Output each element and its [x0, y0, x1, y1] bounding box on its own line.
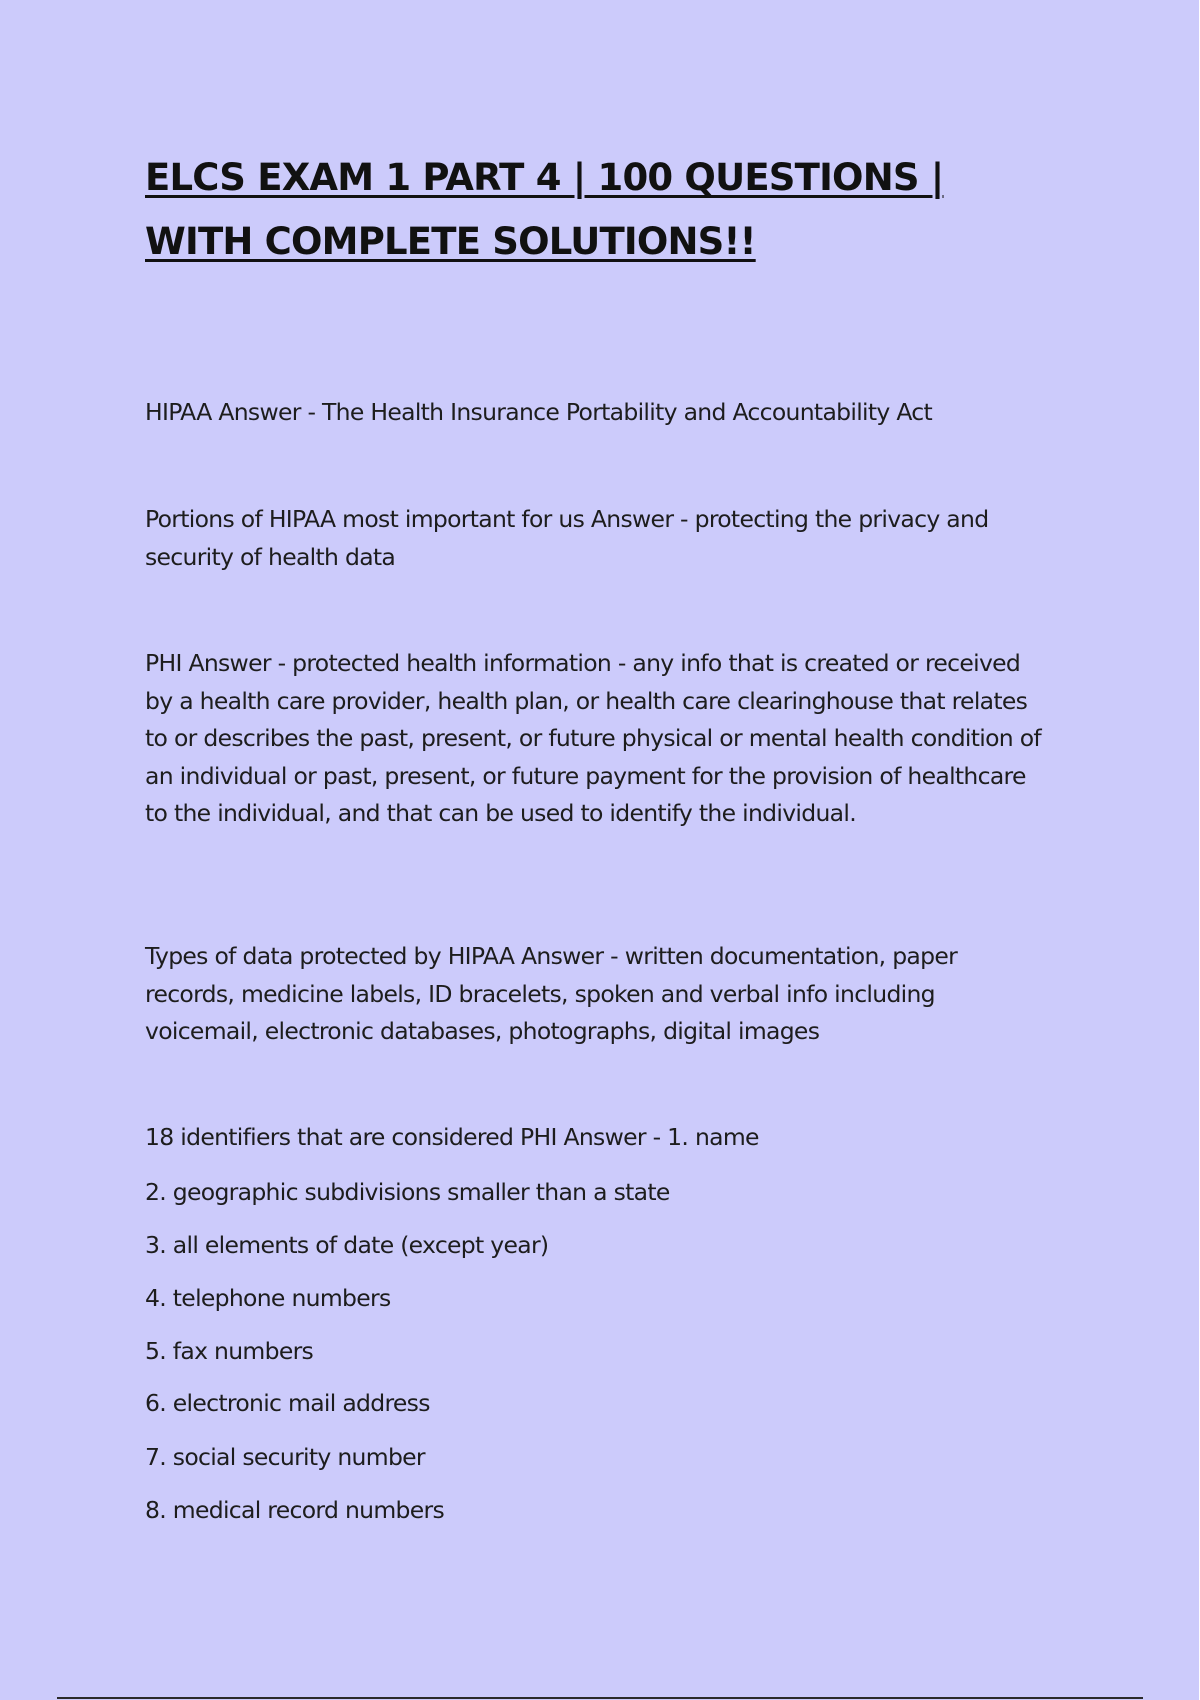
entry-identifiers-heading: 18 identifiers that are considered PHI Answer - 1. name — [145, 1123, 759, 1151]
identifier-list-item: 3. all elements of date (except year) — [145, 1231, 549, 1259]
entry-hipaa-portions: Portions of HIPAA most important for us Answer - protecting the privacy and security of health data — [145, 505, 989, 571]
identifier-list-item: 8. medical record numbers — [145, 1496, 445, 1524]
identifier-list-item: 5. fax numbers — [145, 1337, 314, 1365]
identifier-list-item: 4. telephone numbers — [145, 1284, 391, 1312]
entry-phi: PHI Answer - protected health information - any info that is created or received by a health care provider, health plan, or health care clearinghouse that relates to or describes the past, present, or future physical or mental health condition of an individual or past, present, or future payment for the provision of healthcare to the individual, and that can be used to identify the individual. — [145, 649, 1041, 827]
identifier-list-item: 7. social security number — [145, 1443, 425, 1471]
identifier-list-item: 2. geographic subdivisions smaller than a state — [145, 1178, 670, 1206]
identifier-list-item: 6. electronic mail address — [145, 1389, 430, 1417]
entry-data-types: Types of data protected by HIPAA Answer - written documentation, paper records, medicine labels, ID bracelets, spoken and verbal info including voicemail, electronic databases, photographs, digital images — [145, 942, 958, 1045]
entry-hipaa: HIPAA Answer - The Health Insurance Portability and Accountability Act — [145, 398, 933, 426]
bottom-rule — [57, 1697, 1143, 1699]
document-title: ELCS EXAM 1 PART 4 | 100 QUESTIONS | WITH COMPLETE SOLUTIONS!! — [145, 156, 944, 263]
